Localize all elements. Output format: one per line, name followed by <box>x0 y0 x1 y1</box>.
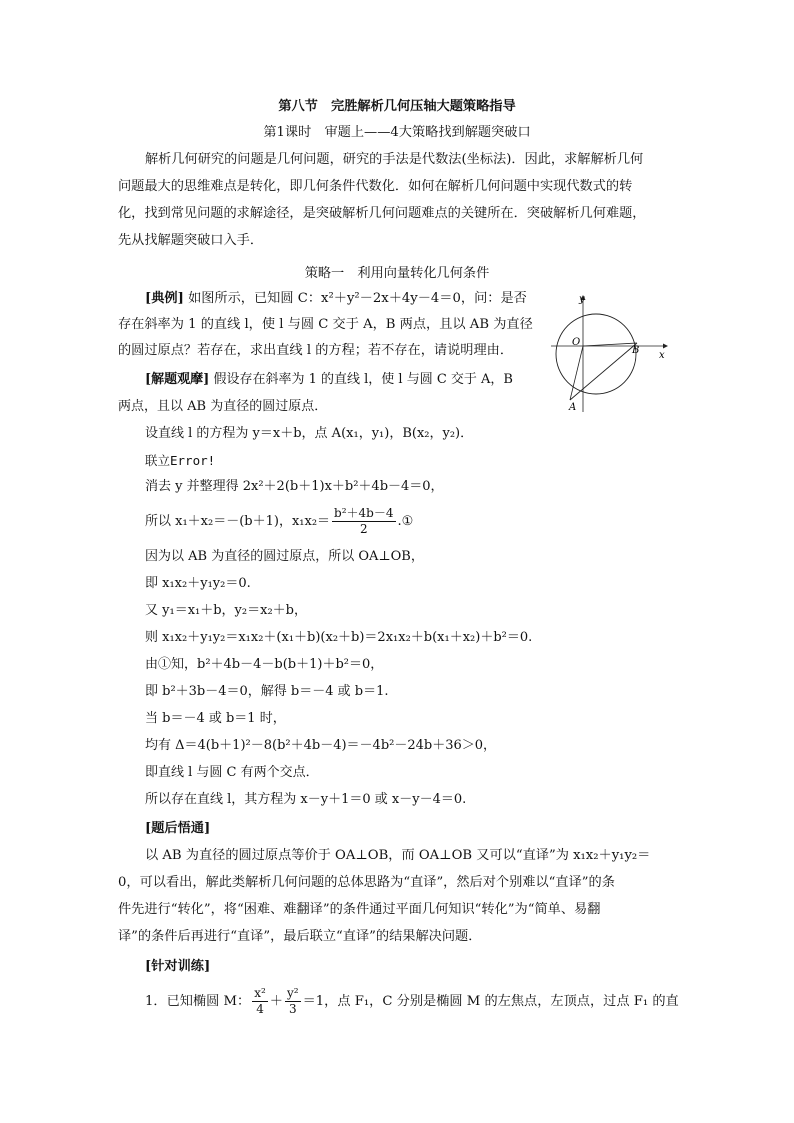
solution-line-7: 因为以 AB 为直径的圆过原点，所以 OA⊥OB， <box>145 549 424 564</box>
ellipse-fraction-x-numerator: x² <box>254 986 266 1000</box>
example-line-3: 的圆过原点？若存在，求出直线 l 的方程；若不存在，请说明理由． <box>118 343 514 358</box>
ellipse-fraction-y-denominator: 3 <box>288 1002 297 1016</box>
product-fraction <box>332 506 395 537</box>
example-line-1 <box>145 290 527 308</box>
solution-label: [解题观摩] <box>145 372 210 387</box>
question-1-suffix: ＝1，点 F₁，C 分别是椭圆 M 的左焦点，左顶点，过点 F₁ 的直 <box>302 994 679 1009</box>
line-l <box>570 343 640 400</box>
solution-line-9: 又 y₁＝x₁＋b，y₂＝x₂＋b， <box>145 603 307 618</box>
example-line-2: 存在斜率为 1 的直线 l，使 l 与圆 C 交于 A，B 两点，且以 AB 为直径 <box>118 317 533 332</box>
x-axis-arrow <box>663 344 668 349</box>
solution-line-1 <box>145 371 513 389</box>
intro-line-4: 先从找解题突破口入手． <box>118 233 264 248</box>
x-label: x <box>659 350 665 361</box>
solution-line-8: 即 x₁x₂＋y₁y₂＝0. <box>145 576 251 591</box>
solution-line-13: 当 b＝－4 或 b＝1 时， <box>145 711 286 726</box>
training-question-1 <box>145 985 679 1019</box>
solution-line-12: 即 b²＋3b－4＝0，解得 b＝－4 或 b＝1. <box>145 684 389 699</box>
solution-line-11: 由①知，b²＋4b－4－b(b＋1)＋b²＝0， <box>145 657 384 672</box>
intro-line-3: 化，找到常见问题的求解途径，是突破解析几何问题难点的关键所在．突破解析几何难题， <box>118 206 646 221</box>
reflection-label: [题后悟通] <box>145 821 211 836</box>
reflection-line-4: 译”的条件后再进行“直译”，最后联立“直译”的结果解决问题． <box>118 929 482 944</box>
lesson-subtitle: 第1课时 审题上——4大策略找到解题突破口 <box>263 125 531 140</box>
intro-line-2: 问题最大的思维难点是转化，即几何条件代数化．如何在解析几何问题中实现代数式的转 <box>118 179 633 194</box>
solution-line-15: 即直线 l 与圆 C 有两个交点． <box>145 765 319 780</box>
origin-label: O <box>572 337 581 348</box>
y-label: y <box>579 294 585 305</box>
solution-line-14: 均有 Δ＝4(b＋1)²－8(b²＋4b－4)＝－4b²－24b＋36＞0， <box>145 738 497 753</box>
point-b-label: B <box>632 345 640 356</box>
product-fraction-numerator: b²＋4b－4 <box>334 506 394 520</box>
segment-oa <box>570 346 583 400</box>
solution-line-2: 两点，且以 AB 为直径的圆过原点． <box>118 399 328 414</box>
ellipse-fraction-y <box>285 986 301 1017</box>
equation-marker-1: .① <box>397 514 414 529</box>
plus-sign: ＋ <box>269 994 283 1009</box>
ellipse-fraction-x-denominator: 4 <box>256 1002 264 1016</box>
solution-text-1: 假设存在斜率为 1 的直线 l，使 l 与圆 C 交于 A，B <box>213 372 513 387</box>
question-1-prefix: 1．已知椭圆 M： <box>145 994 251 1009</box>
solution-line-6 <box>145 505 413 539</box>
product-fraction-denominator: 2 <box>359 522 368 536</box>
solution-line-10: 则 x₁x₂＋y₁y₂＝x₁x₂＋(x₁＋b)(x₂＋b)＝2x₁x₂＋b(x₁＋x₂)＋b²＝0. <box>145 630 533 645</box>
segment-ob <box>583 343 637 346</box>
training-label: [针对训练] <box>145 959 211 974</box>
solution-line-5: 消去 y 并整理得 2x²＋2(b＋1)x＋b²＋4b－4＝0， <box>145 479 444 494</box>
section-title: 第八节 完胜解析几何压轴大题策略指导 <box>278 99 516 114</box>
circle-figure <box>545 288 670 418</box>
example-text-1: 如图所示，已知圆 C：x²＋y²－2x＋4y－4＝0，问：是否 <box>188 291 527 306</box>
strategy-heading: 策略一 利用向量转化几何条件 <box>304 266 490 281</box>
solution-line-3: 设直线 l 的方程为 y＝x＋b，点 A(x₁，y₁)，B(x₂，y₂)． <box>145 426 474 441</box>
example-label: [典例] <box>145 291 184 306</box>
reflection-line-3: 件先进行“转化”，将“困难、难翻译”的条件通过平面几何知识“转化”为“简单、易翻 <box>118 902 601 917</box>
solution-line-4: 联立Error! <box>145 453 216 468</box>
intro-line-1: 解析几何研究的问题是几何问题，研究的手法是代数法(坐标法)．因此，求解解析几何 <box>145 152 644 167</box>
reflection-line-1: 以 AB 为直径的圆过原点等价于 OA⊥OB，而 OA⊥OB 又可以“直译”为 x₁x₂＋y₁y₂＝ <box>145 848 651 863</box>
sum-product-text: 所以 x₁＋x₂＝－(b＋1)，x₁x₂＝ <box>145 514 331 529</box>
point-a-label: A <box>569 402 577 413</box>
ellipse-fraction-x <box>252 986 268 1017</box>
solution-line-16: 所以存在直线 l，其方程为 x－y＋1＝0 或 x－y－4＝0. <box>145 792 467 807</box>
ellipse-fraction-y-numerator: y² <box>286 986 299 1000</box>
reflection-line-2: 0，可以看出，解此类解析几何问题的总体思路为“直译”，然后对个别难以“直译”的条 <box>118 875 615 890</box>
